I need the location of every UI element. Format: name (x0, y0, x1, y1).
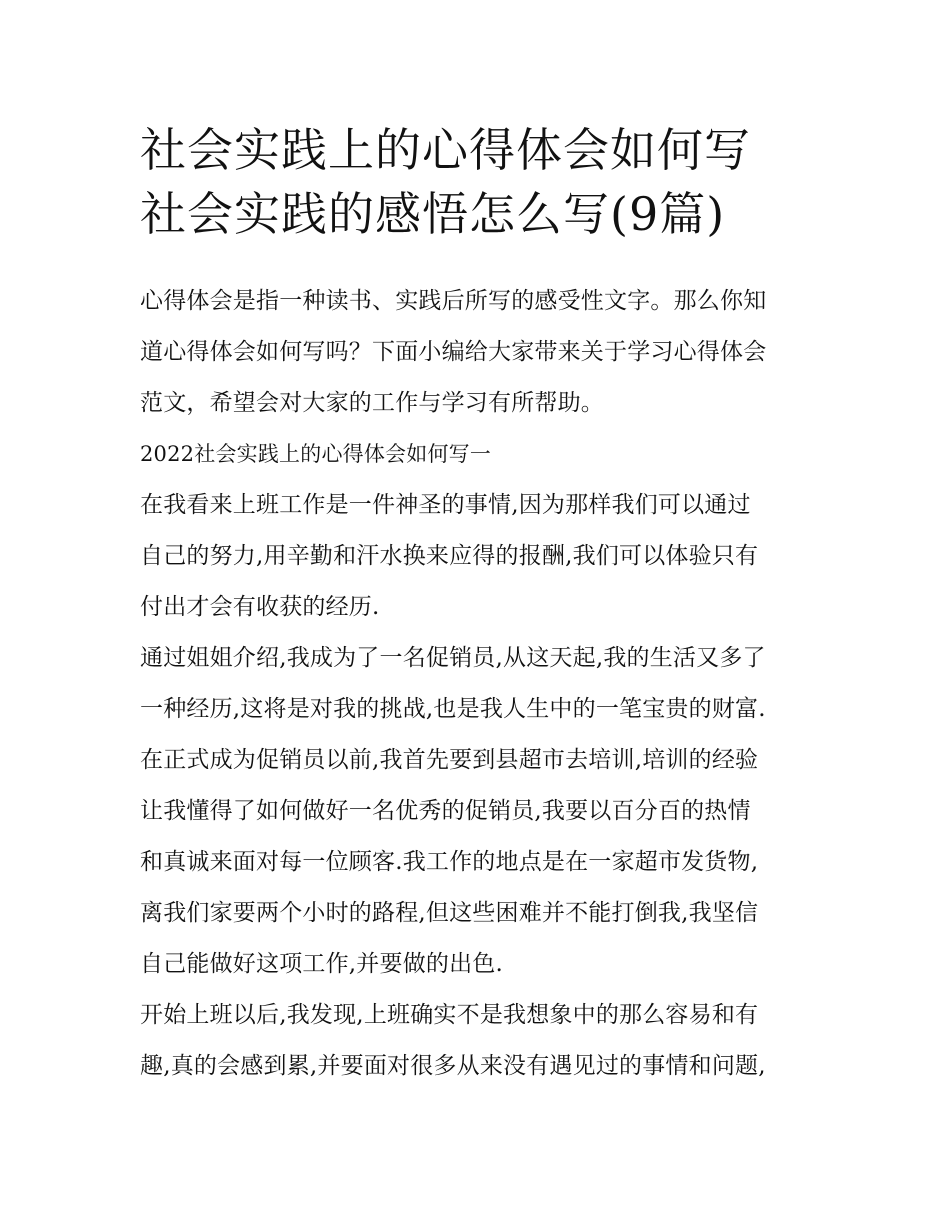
paragraph-line: 在我看来上班工作是一件神圣的事情,因为那样我们可以通过 (140, 492, 751, 518)
document-body (140, 276, 820, 1092)
paragraph-line: 一种经历,这将是对我的挑战,也是我人生中的一笔宝贵的财富. (140, 696, 766, 722)
title-line-2: 社会实践的感悟怎么写(9篇) (140, 187, 726, 241)
intro-line: 心得体会是指一种读书、实践后所写的感受性文字。那么你知 (140, 288, 767, 314)
paragraph-line: 和真诚来面对每一位顾客.我工作的地点是在一家超市发货物, (140, 849, 759, 875)
section-heading: 2022社会实践上的心得体会如何写一 (140, 442, 492, 466)
document-title (140, 118, 840, 246)
paragraph-line: 自己能做好这项工作,并要做的出色. (140, 951, 504, 977)
paragraph-line: 通过姐姐介绍,我成为了一名促销员,从这天起,我的生活又多了 (140, 645, 766, 671)
paragraph-2 (140, 633, 820, 990)
paragraph-line: 在正式成为促销员以前,我首先要到县超市去培训,培训的经验 (140, 747, 759, 773)
paragraph-1 (140, 480, 820, 633)
paragraph-line: 自己的努力,用辛勤和汗水换来应得的报酬,我们可以体验只有 (140, 543, 759, 569)
paragraph-3 (140, 990, 820, 1092)
intro-line: 道心得体会如何写吗？下面小编给大家带来关于学习心得体会 (140, 339, 767, 365)
intro-line: 范文，希望会对大家的工作与学习有所帮助。 (140, 390, 604, 416)
paragraph-line: 付出才会有收获的经历. (140, 594, 380, 620)
paragraph-line: 让我懂得了如何做好一名优秀的促销员,我要以百分百的热情 (140, 798, 751, 824)
title-line-1: 社会实践上的心得体会如何写 (140, 123, 751, 177)
intro-paragraph (140, 276, 820, 429)
paragraph-line: 趣,真的会感到累,并要面对很多从来没有遇见过的事情和问题, (140, 1053, 766, 1079)
paragraph-line: 开始上班以后,我发现,上班确实不是我想象中的那么容易和有 (140, 1002, 759, 1028)
paragraph-line: 离我们家要两个小时的路程,但这些困难并不能打倒我,我坚信 (140, 900, 759, 926)
